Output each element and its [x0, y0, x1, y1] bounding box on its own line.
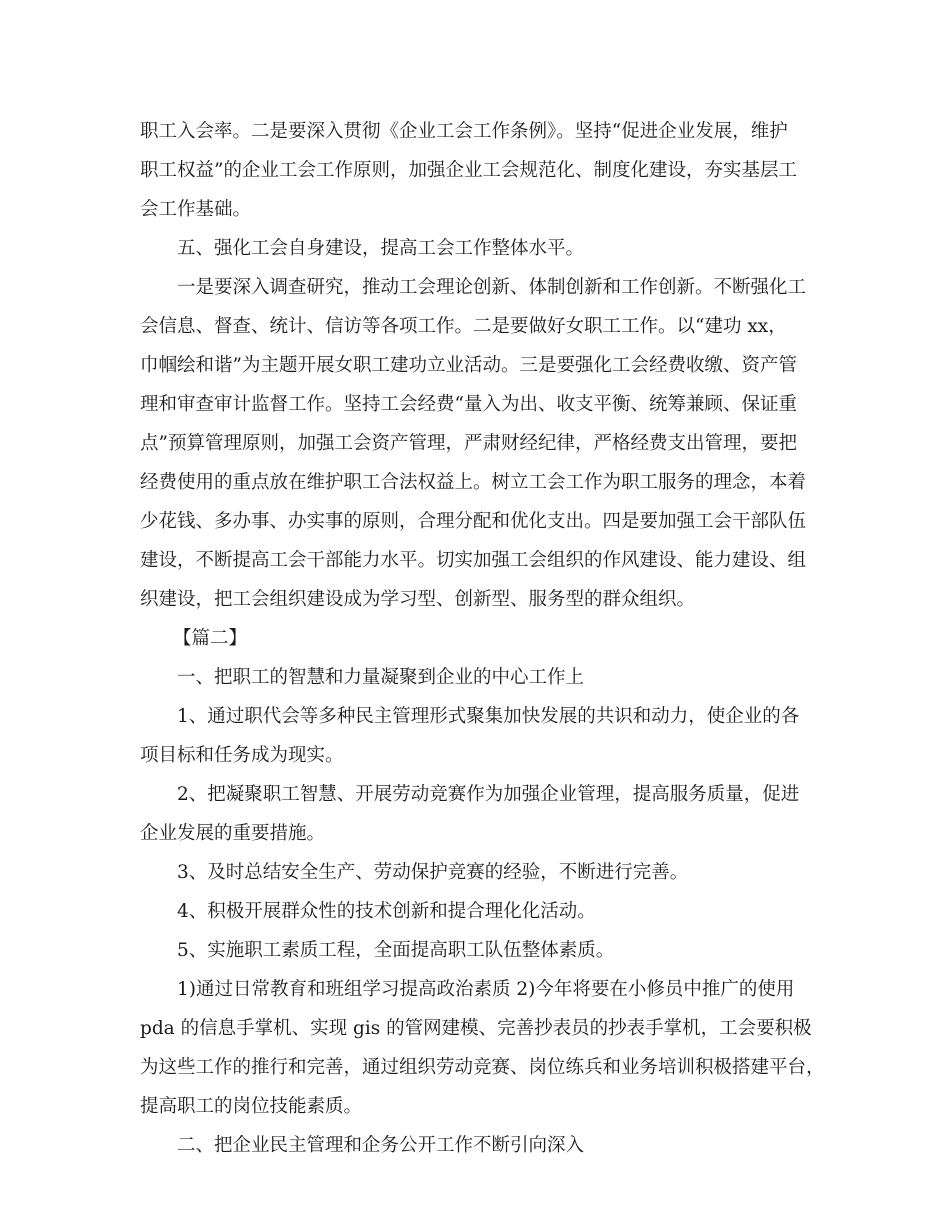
section-heading: 二、把企业民主管理和企务公开工作不断引向深入 [177, 1135, 585, 1156]
text-line: 会工作基础。 [140, 199, 252, 220]
part-heading: 【篇二】 [173, 628, 248, 649]
text-line: 巾帼绘和谐”为主题开展女职工建功立业活动。三是要强化工会经费收缴、资产管 [140, 355, 797, 376]
text-line: pda 的信息手掌机、实现 gis 的管网建模、完善抄表员的抄表手掌机，工会要积极 [140, 1018, 812, 1039]
text-line: 职工权益”的企业工会工作原则，加强企业工会规范化、制度化建设，夯实基层工 [140, 160, 797, 181]
text-line: 少花钱、多办事、办实事的原则，合理分配和优化支出。四是要加强工会干部队伍 [140, 511, 807, 532]
text-line: 为这些工作的推行和完善，通过组织劳动竞赛、岗位练兵和业务培训积极搭建平台， [140, 1057, 825, 1078]
text-line: 3、及时总结安全生产、劳动保护竞赛的经验，不断进行完善。 [177, 862, 689, 883]
text-line: 职工入会率。二是要深入贯彻《企业工会工作条例》。坚持“促进企业发展，维护 [140, 121, 788, 142]
text-line: 项目标和任务成为现实。 [140, 745, 344, 766]
text-line: 理和审查审计监督工作。坚持工会经费“量入为出、收支平衡、统筹兼顾、保证重 [140, 394, 797, 415]
text-line: 2、把凝聚职工智慧、开展劳动竞赛作为加强企业管理，提高服务质量，促进 [177, 784, 800, 805]
text-line: 1)通过日常教育和班组学习提高政治素质 2)今年将要在小修员中推广的使用 [177, 979, 795, 1000]
section-heading: 五、强化工会自身建设，提高工会工作整体水平。 [177, 238, 585, 259]
text-line: 企业发展的重要措施。 [140, 823, 326, 844]
document-body [140, 112, 840, 1165]
text-line: 提高职工的岗位技能素质。 [140, 1096, 363, 1117]
text-line: 建设，不断提高工会干部能力水平。切实加强工会组织的作风建设、能力建设、组 [140, 550, 807, 571]
section-heading: 一、把职工的智慧和力量凝聚到企业的中心工作上 [177, 667, 585, 688]
text-line: 会信息、督查、统计、信访等各项工作。二是要做好女职工工作。以“建功 xx， [140, 316, 787, 337]
text-line: 1、通过职代会等多种民主管理形式聚集加快发展的共识和动力，使企业的各 [177, 706, 800, 727]
text-line: 经费使用的重点放在维护职工合法权益上。树立工会工作为职工服务的理念，本着 [140, 472, 807, 493]
text-line: 一是要深入调查研究，推动工会理论创新、体制创新和工作创新。不断强化工 [177, 277, 807, 298]
text-line: 织建设，把工会组织建设成为学习型、创新型、服务型的群众组织。 [140, 589, 696, 610]
text-line: 5、实施职工素质工程，全面提高职工队伍整体素质。 [177, 940, 615, 961]
text-line: 点”预算管理原则，加强工会资产管理，严肃财经纪律，严格经费支出管理，要把 [140, 433, 797, 454]
text-line: 4、积极开展群众性的技术创新和提合理化化活动。 [177, 901, 596, 922]
